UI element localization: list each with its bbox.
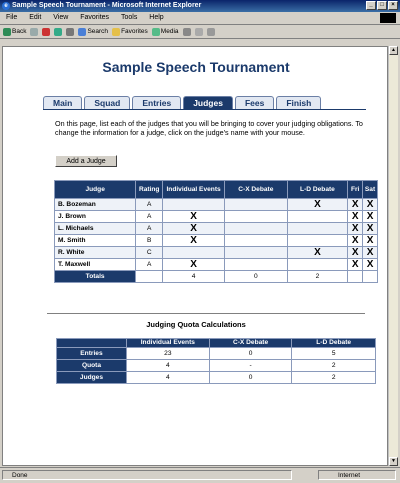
quota-row xyxy=(57,372,376,384)
cx-mark xyxy=(225,223,288,235)
judge-rating: A xyxy=(136,259,163,271)
totals-rating-empty xyxy=(136,271,163,283)
menu-favorites[interactable]: Favorites xyxy=(80,14,110,21)
internet-explorer-icon: e xyxy=(2,2,10,10)
ld-mark: X xyxy=(287,199,348,211)
ie-mark: X xyxy=(163,223,225,235)
totals-sat-empty xyxy=(363,271,378,283)
ie-mark: X xyxy=(163,211,225,223)
print-button[interactable] xyxy=(207,28,215,36)
menu-bar xyxy=(0,12,400,25)
quota-ld: 5 xyxy=(292,348,376,360)
table-row xyxy=(55,223,378,235)
window-controls xyxy=(366,1,398,10)
cx-mark xyxy=(225,247,288,259)
judge-rating: A xyxy=(136,211,163,223)
totals-row xyxy=(55,271,378,283)
quota-cx: - xyxy=(209,360,292,372)
fri-mark: X xyxy=(348,235,363,247)
sat-mark: X xyxy=(363,211,378,223)
home-icon xyxy=(66,28,74,36)
judges-header-row xyxy=(55,181,378,199)
quota-col-blank xyxy=(57,339,127,348)
back-arrow-icon xyxy=(3,28,11,36)
tab-finish[interactable]: Finish xyxy=(276,96,321,109)
forward-button[interactable] xyxy=(30,28,38,36)
media-label: Media xyxy=(160,27,179,35)
tab-squad[interactable]: Squad xyxy=(84,96,130,109)
add-judge-button[interactable]: Add a Judge xyxy=(55,155,117,167)
minimize-button[interactable]: _ xyxy=(366,1,376,10)
quota-row xyxy=(57,348,376,360)
media-button[interactable] xyxy=(152,25,179,39)
col-fri: Fri xyxy=(348,181,363,199)
table-row xyxy=(55,199,378,211)
page-viewport xyxy=(2,46,388,466)
menu-edit[interactable]: Edit xyxy=(29,14,42,21)
intro-text: On this page, list each of the judges that you will be bringing to cover your judging obligations. To change the information for a judge, click on the judge's name with your mouse. xyxy=(55,119,363,137)
search-label: Search xyxy=(87,27,109,35)
browser-toolbar xyxy=(0,25,400,39)
col-individual-events: Individual Events xyxy=(163,181,225,199)
status-bar xyxy=(0,467,400,482)
ie-mark: X xyxy=(163,259,225,271)
menu-file[interactable]: File xyxy=(6,14,18,21)
stop-icon xyxy=(42,28,50,36)
quota-row-label: Entries xyxy=(57,348,127,360)
search-icon xyxy=(78,28,86,36)
fri-mark: X xyxy=(348,247,363,259)
forward-arrow-icon xyxy=(30,28,38,36)
windows-logo-icon xyxy=(380,13,396,23)
mail-button[interactable] xyxy=(195,28,203,36)
quota-ld: 2 xyxy=(292,360,376,372)
quota-cx: 0 xyxy=(209,348,292,360)
judge-name-link[interactable]: T. Maxwell xyxy=(55,259,136,271)
quota-title: Judging Quota Calculations xyxy=(146,320,246,329)
col-ld-debate: L-D Debate xyxy=(287,181,348,199)
ie-mark xyxy=(163,199,225,211)
cx-mark xyxy=(225,259,288,271)
quota-row xyxy=(57,360,376,372)
tab-fees[interactable]: Fees xyxy=(235,96,274,109)
ld-mark xyxy=(287,235,348,247)
window-titlebar xyxy=(0,0,400,12)
table-row xyxy=(55,247,378,259)
table-row xyxy=(55,211,378,223)
totals-ld: 2 xyxy=(287,271,348,283)
vertical-scrollbar[interactable] xyxy=(388,46,398,466)
window-title: Sample Speech Tournament - Microsoft Internet Explorer xyxy=(12,2,202,9)
quota-table xyxy=(56,338,376,384)
totals-label: Totals xyxy=(55,271,136,283)
ld-mark xyxy=(287,259,348,271)
cx-mark xyxy=(225,211,288,223)
quota-row-label: Judges xyxy=(57,372,127,384)
table-row xyxy=(55,259,378,271)
judges-table xyxy=(54,180,378,283)
ld-mark xyxy=(287,211,348,223)
print-icon xyxy=(207,28,215,36)
totals-cx: 0 xyxy=(225,271,288,283)
table-row xyxy=(55,235,378,247)
menu-tools[interactable]: Tools xyxy=(121,14,138,21)
fri-mark: X xyxy=(348,259,363,271)
status-text: Done xyxy=(12,472,28,479)
stop-button[interactable] xyxy=(42,28,50,36)
maximize-button[interactable]: □ xyxy=(377,1,387,10)
tab-bar xyxy=(43,96,321,109)
history-icon xyxy=(183,28,191,36)
sat-mark: X xyxy=(363,235,378,247)
tab-judges[interactable]: Judges xyxy=(183,96,233,109)
cx-mark xyxy=(225,235,288,247)
quota-col-individual-events: Individual Events xyxy=(126,339,209,348)
judge-name-link[interactable]: J. Brown xyxy=(55,211,136,223)
quota-ld: 2 xyxy=(292,372,376,384)
sat-mark: X xyxy=(363,223,378,235)
menu-view[interactable]: View xyxy=(53,14,69,21)
sat-mark: X xyxy=(363,259,378,271)
judge-name-link[interactable]: R. White xyxy=(55,247,136,259)
media-icon xyxy=(152,28,160,36)
ld-mark xyxy=(287,223,348,235)
judge-name-link[interactable]: M. Smith xyxy=(55,235,136,247)
refresh-button[interactable] xyxy=(54,28,62,36)
tab-underline xyxy=(43,109,366,110)
totals-fri-empty xyxy=(348,271,363,283)
favorites-button[interactable] xyxy=(112,25,148,39)
col-cx-debate: C-X Debate xyxy=(225,181,288,199)
page-title: Sample Speech Tournament xyxy=(102,59,290,75)
ld-mark: X xyxy=(287,247,348,259)
favorites-star-icon xyxy=(112,28,120,36)
tab-entries[interactable]: Entries xyxy=(132,96,181,109)
search-button[interactable] xyxy=(78,25,108,39)
judge-rating: A xyxy=(136,223,163,235)
judge-rating: B xyxy=(136,235,163,247)
fri-mark: X xyxy=(348,211,363,223)
history-button[interactable] xyxy=(183,28,191,36)
fri-mark: X xyxy=(348,199,363,211)
home-button[interactable] xyxy=(66,28,74,36)
judge-rating: A xyxy=(136,199,163,211)
scroll-down-arrow-icon[interactable]: ▼ xyxy=(389,457,398,466)
back-label: Back xyxy=(12,27,27,35)
col-sat: Sat xyxy=(363,181,378,199)
judge-name-link[interactable]: B. Bozeman xyxy=(55,199,136,211)
status-zone: Internet xyxy=(337,472,360,479)
section-divider xyxy=(47,313,365,314)
quota-row-label: Quota xyxy=(57,360,127,372)
quota-header-row xyxy=(57,339,376,348)
ie-mark: X xyxy=(163,235,225,247)
close-button[interactable]: × xyxy=(388,1,398,10)
status-pane-main xyxy=(2,470,292,480)
quota-ie: 4 xyxy=(126,360,209,372)
ie-mark xyxy=(163,247,225,259)
judge-rating: C xyxy=(136,247,163,259)
quota-ie: 4 xyxy=(126,372,209,384)
tab-main[interactable]: Main xyxy=(43,96,82,109)
quota-cx: 0 xyxy=(209,372,292,384)
menu-help[interactable]: Help xyxy=(149,14,164,21)
refresh-icon xyxy=(54,28,62,36)
mail-icon xyxy=(195,28,203,36)
quota-col-ld-debate: L-D Debate xyxy=(292,339,376,348)
quota-ie: 23 xyxy=(126,348,209,360)
judge-name-link[interactable]: L. Michaels xyxy=(55,223,136,235)
totals-ie: 4 xyxy=(163,271,225,283)
sat-mark: X xyxy=(363,199,378,211)
scroll-up-arrow-icon[interactable]: ▲ xyxy=(389,46,398,55)
col-rating: Rating xyxy=(136,181,163,199)
sat-mark: X xyxy=(363,247,378,259)
col-judge: Judge xyxy=(55,181,136,199)
cx-mark xyxy=(225,199,288,211)
back-button[interactable] xyxy=(3,25,26,39)
favorites-label: Favorites xyxy=(121,27,148,35)
fri-mark: X xyxy=(348,223,363,235)
quota-col-cx-debate: C-X Debate xyxy=(209,339,292,348)
